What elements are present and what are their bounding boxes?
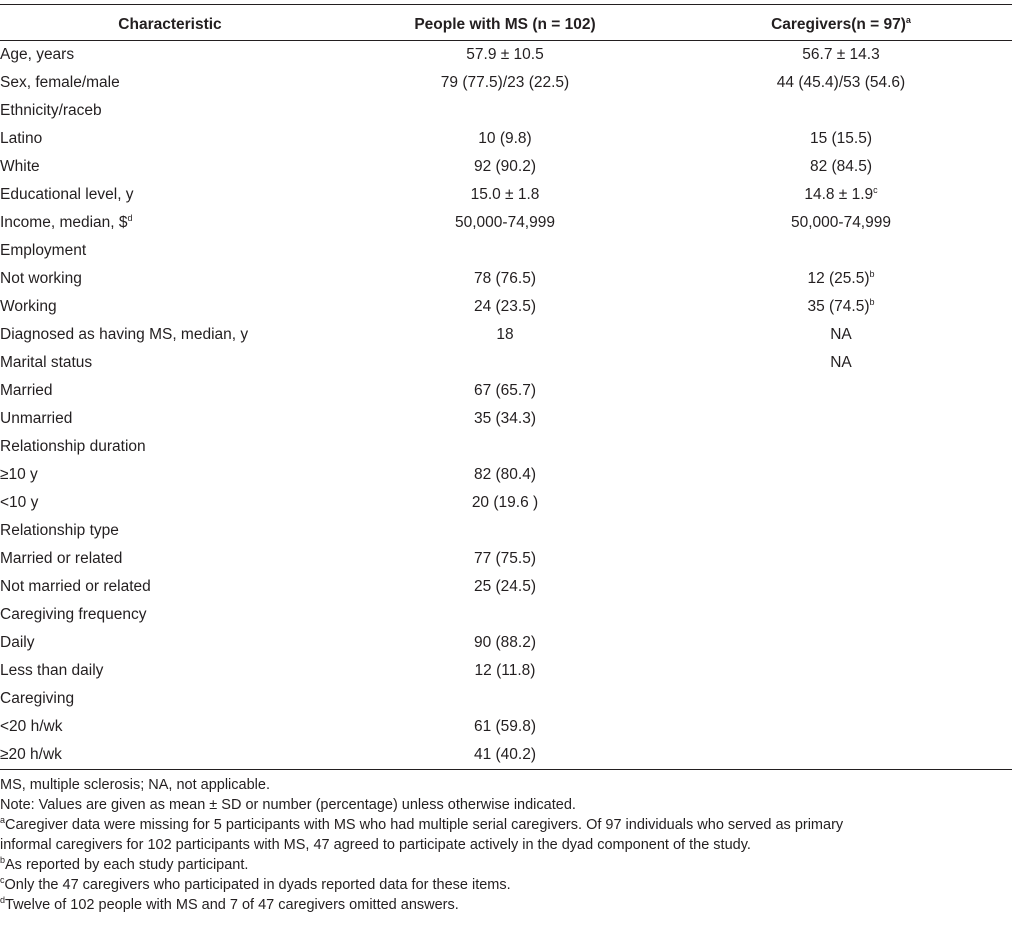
ms-value	[340, 237, 670, 265]
table-row	[0, 517, 1012, 545]
ms-value: 25 (24.5)	[473, 578, 537, 595]
table-row	[0, 377, 1012, 405]
caregiver-value	[670, 377, 1012, 405]
table-row	[0, 405, 1012, 433]
row-label: Latino	[0, 130, 43, 147]
row-label: ≥20 h/wk	[0, 741, 340, 770]
table-row	[0, 629, 1012, 657]
ms-value: 92 (90.2)	[473, 158, 537, 175]
table-row	[0, 181, 1012, 209]
row-label: ≥10 y	[0, 466, 38, 483]
table-row	[0, 685, 1012, 713]
caregiver-value	[670, 545, 1012, 573]
caregiver-value	[670, 713, 1012, 741]
table-row	[0, 97, 1012, 125]
table-row	[0, 741, 1012, 770]
row-label: Sex, female/male	[0, 74, 120, 91]
row-label: Not working	[0, 270, 82, 287]
table-row	[0, 153, 1012, 181]
footnote-marker: a	[905, 15, 911, 25]
note-values: Note: Values are given as mean ± SD or number (percentage) unless otherwise indicated.	[0, 797, 576, 813]
table-row	[0, 489, 1012, 517]
table-row	[0, 545, 1012, 573]
footnote-b: $^b$As reported by each study participant.	[0, 855, 249, 873]
caregiver-value	[670, 97, 1012, 125]
table-row	[0, 41, 1012, 70]
caregiver-value	[670, 741, 1012, 770]
row-label: Ethnicity/raceb	[0, 102, 102, 119]
characteristics-table	[0, 10, 1012, 770]
row-label: Employment	[0, 242, 87, 259]
ms-value: 41 (40.2)	[340, 741, 670, 770]
ms-value: 12 (11.8)	[474, 662, 536, 679]
caregiver-value: 44 (45.4)/53 (54.6)	[776, 74, 906, 91]
caregiver-value	[670, 629, 1012, 657]
ms-value	[340, 97, 670, 125]
row-label: Married	[0, 382, 53, 399]
ms-value: 35 (34.3)	[473, 410, 537, 427]
row-label: Age, years	[0, 46, 75, 63]
ms-value: 50,000-74,999	[455, 214, 555, 231]
footnote-c: $^c$Only the 47 caregivers who participated in dyads reported data for these items.	[0, 875, 511, 893]
ms-value: 61 (59.8)	[473, 718, 537, 735]
table-row	[0, 125, 1012, 153]
table-row	[0, 461, 1012, 489]
ms-value: 24 (23.5)	[473, 298, 537, 315]
header-row	[0, 10, 1012, 41]
caregiver-value	[670, 489, 1012, 517]
row-label: <20 h/wk	[0, 718, 63, 735]
caregiver-value	[670, 237, 1012, 265]
row-label: Less than daily	[0, 662, 104, 679]
footnote-a: $^a$Caregiver data were missing for 5 participants with MS who had multiple serial caregivers. Of 97 individuals who served as primary	[0, 815, 844, 833]
ms-value: 18	[496, 326, 514, 343]
caregiver-value	[670, 433, 1012, 461]
table-row	[0, 321, 1012, 349]
row-label: Married or related	[0, 550, 123, 567]
row-label: <10 y	[0, 494, 39, 511]
caregiver-value: 12 $(25.5)^b$	[807, 269, 875, 287]
table-row	[0, 713, 1012, 741]
ms-value	[340, 517, 670, 545]
table-row	[0, 293, 1012, 321]
table-row	[0, 265, 1012, 293]
header-ms: People with MS (n = 102)	[340, 10, 670, 41]
top-rule	[0, 4, 1012, 5]
caregiver-value: NA	[830, 354, 852, 371]
table-notes	[0, 775, 1000, 915]
caregiver-value: 14.8 ± 1.9$^c$	[804, 185, 878, 203]
caregiver-value: 82 (84.5)	[809, 158, 873, 175]
table-row	[0, 209, 1012, 237]
caregiver-value	[670, 601, 1012, 629]
caregiver-value	[670, 685, 1012, 713]
row-label: Marital status	[0, 354, 93, 371]
ms-value: 90 (88.2)	[473, 634, 537, 651]
row-label: Daily	[0, 634, 35, 651]
header-characteristic: Characteristic	[0, 10, 340, 41]
row-label: Unmarried	[0, 410, 73, 427]
row-label: Not married or related	[0, 578, 151, 595]
ms-value	[340, 433, 670, 461]
ms-value: 57.9 ± 10.5	[466, 46, 544, 63]
table-body	[0, 41, 1012, 770]
ms-value	[340, 349, 670, 377]
caregiver-value	[670, 573, 1012, 601]
table-row	[0, 69, 1012, 97]
table-row	[0, 433, 1012, 461]
caregiver-value	[670, 657, 1012, 685]
caregiver-value	[670, 405, 1012, 433]
caregiver-value	[670, 461, 1012, 489]
footnote-d: $^d$Twelve of 102 people with MS and 7 of 47 caregivers omitted answers.	[0, 895, 459, 913]
table-row	[0, 657, 1012, 685]
header-caregivers: Caregivers(n = 97)$^a$	[670, 10, 1012, 41]
row-label: Diagnosed as having MS, median, y	[0, 326, 249, 343]
caregiver-value: 56.7 ± 14.3	[802, 46, 880, 63]
ms-value: 10 (9.8)	[478, 130, 532, 147]
row-label: Income, median, \$$^d$	[0, 213, 133, 231]
row-label: White	[0, 158, 40, 175]
row-label: Caregiving frequency	[0, 606, 147, 623]
ms-value: 78 (76.5)	[473, 270, 537, 287]
ms-value: 20 (19.6 )	[471, 494, 539, 511]
row-label: Relationship duration	[0, 438, 146, 455]
table-row	[0, 237, 1012, 265]
ms-value: 15.0 ± 1.8	[470, 186, 540, 203]
row-label: Relationship type	[0, 522, 119, 539]
row-label: Working	[0, 298, 57, 315]
table-row	[0, 349, 1012, 377]
table-row	[0, 573, 1012, 601]
ms-value: 79 (77.5)/23 (22.5)	[440, 74, 570, 91]
note-abbreviations: MS, multiple sclerosis; NA, not applicable.	[0, 777, 270, 793]
table-row	[0, 601, 1012, 629]
caregiver-value	[670, 517, 1012, 545]
ms-value: 77 (75.5)	[473, 550, 537, 567]
caregiver-value: 35 $(74.5)^b$	[807, 297, 875, 315]
caregiver-value: 50,000-74,999	[791, 214, 891, 231]
footnote-a-continued: informal caregivers for 102 participants with MS, 47 agreed to participate actively in the dyad component of the study.	[0, 837, 751, 853]
ms-value	[340, 685, 670, 713]
ms-value: 82 (80.4)	[473, 466, 537, 483]
ms-value	[340, 601, 670, 629]
caregiver-value: 15 (15.5)	[809, 130, 873, 147]
ms-value: 67 (65.7)	[473, 382, 537, 399]
row-label: Educational level, y	[0, 186, 134, 203]
row-label: Caregiving	[0, 690, 75, 707]
caregiver-value: NA	[830, 326, 852, 343]
